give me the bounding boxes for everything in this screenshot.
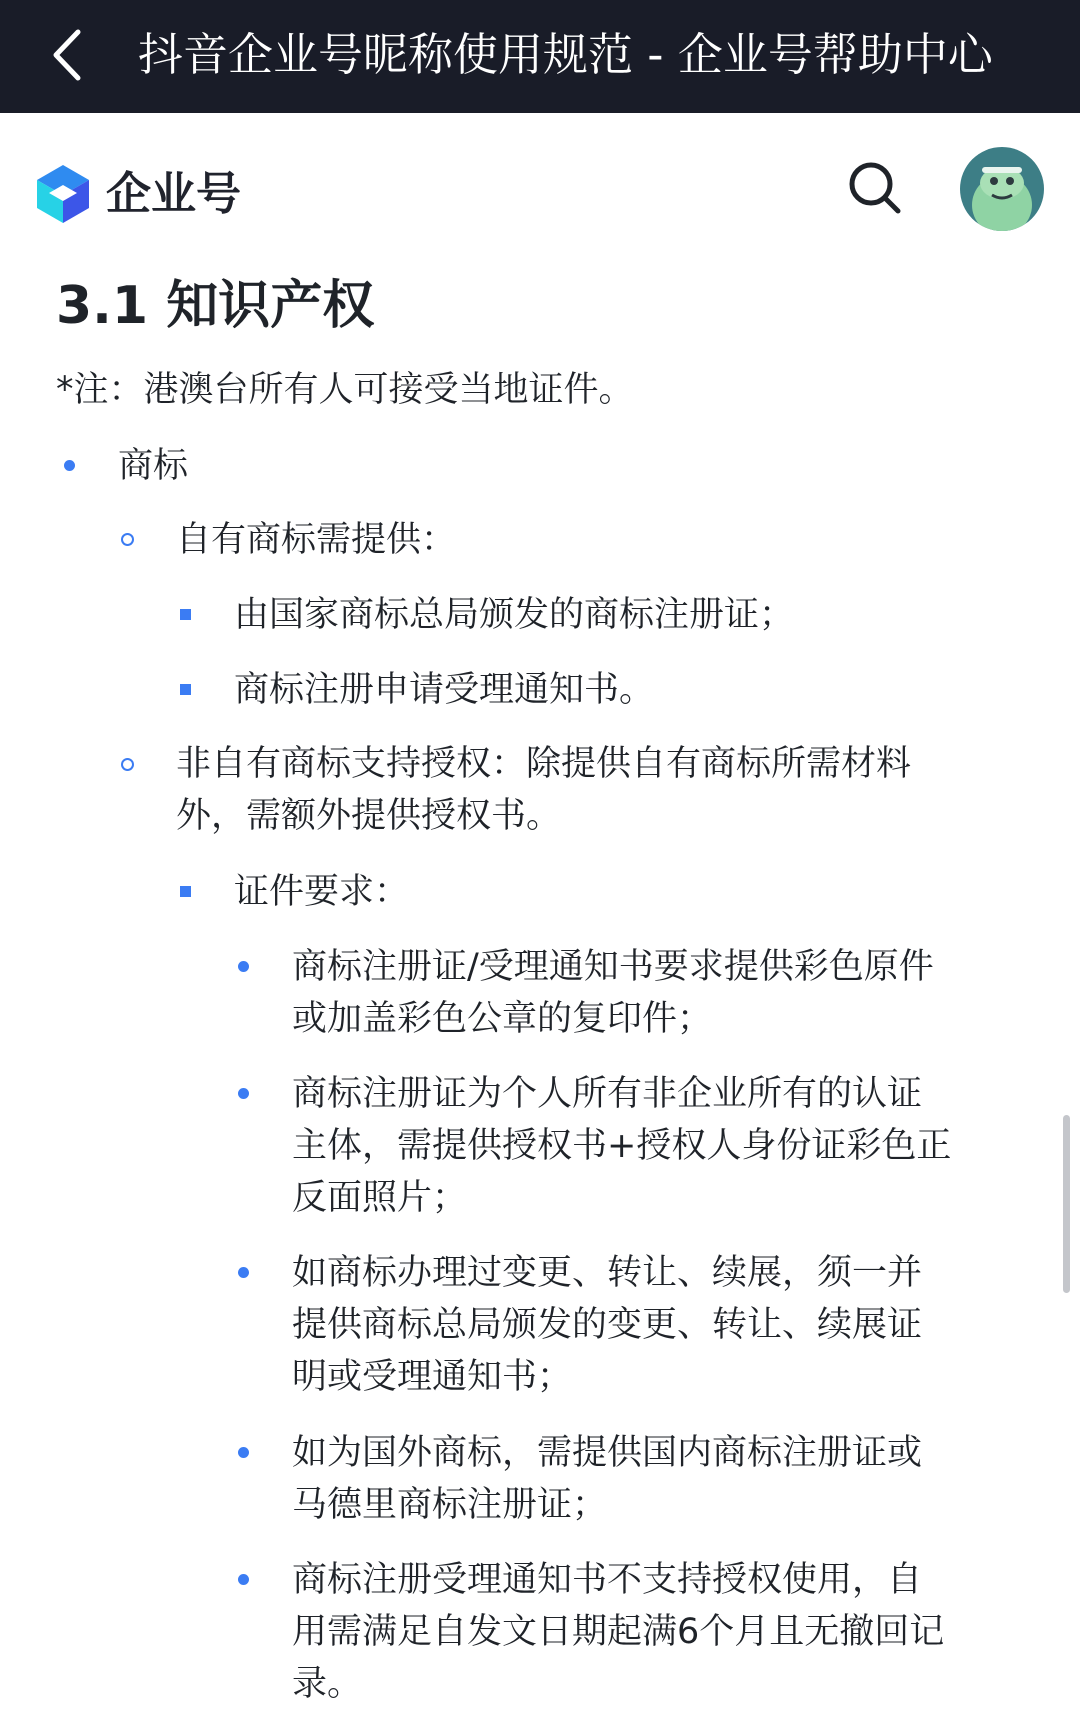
bullet-dot (238, 1267, 249, 1278)
back-button[interactable] (40, 22, 96, 88)
licensed-text-line: 非自有商标支持授权：除提供自有商标所需材料 (176, 744, 912, 784)
avatar-image (960, 147, 1044, 231)
bullet-square (180, 886, 191, 897)
section-title: 3.1 知识产权 (56, 276, 375, 336)
own-item-certificate: 由国家商标总局颁发的商标注册证； (234, 595, 795, 635)
bullet-dot (238, 1574, 249, 1585)
requirement-line: 主体，需提供授权书+授权人身份证彩色正 (292, 1126, 952, 1166)
bullet-square (180, 684, 191, 695)
bullet-dot (238, 961, 249, 972)
site-header (0, 113, 1080, 263)
bullet-dot (238, 1447, 249, 1458)
bullet-dot (64, 460, 75, 471)
requirement-line: 商标注册受理通知书不支持授权使用，自 (292, 1560, 923, 1600)
search-button[interactable] (845, 158, 905, 218)
bullet-ring (121, 758, 134, 771)
trademark-label: 商标 (118, 446, 189, 486)
requirement-line: 商标注册证为个人所有非企业所有的认证 (292, 1074, 923, 1114)
requirement-line: 如为国外商标，需提供国内商标注册证或 (292, 1433, 923, 1473)
page-title: 抖音企业号昵称使用规范 - 企业号帮助中心 (138, 28, 993, 81)
requirements-title: 证件要求： (234, 872, 410, 912)
requirement-line: 马德里商标注册证； (292, 1485, 608, 1525)
requirement-line: 明或受理通知书； (292, 1357, 573, 1397)
bullet-square (180, 609, 191, 620)
requirement-line: 录。 (292, 1664, 363, 1704)
own-item-notice: 商标注册申请受理通知书。 (234, 670, 655, 710)
logo-text: 企业号 (106, 167, 242, 220)
licensed-text-line: 外，需额外提供授权书。 (176, 796, 562, 836)
requirement-line: 用需满足自发文日期起满6个月且无撤回记 (292, 1612, 945, 1652)
own-trademark-title: 自有商标需提供： (176, 520, 457, 560)
top-bar (0, 0, 1080, 113)
requirement-line: 或加盖彩色公章的复印件； (292, 999, 713, 1039)
requirement-line: 如商标办理过变更、转让、续展，须一并 (292, 1253, 923, 1293)
note-text: *注：港澳台所有人可接受当地证件。 (56, 370, 634, 410)
requirement-line: 反面照片； (292, 1178, 468, 1218)
user-avatar[interactable] (960, 147, 1044, 231)
requirement-line: 提供商标总局颁发的变更、转让、续展证 (292, 1305, 923, 1345)
chevron-left-icon (40, 22, 96, 88)
scrollbar-thumb[interactable] (1063, 1115, 1070, 1293)
bullet-dot (238, 1088, 249, 1099)
requirement-line: 商标注册证/受理通知书要求提供彩色原件 (292, 947, 934, 987)
hexagon-cube-logo-icon (32, 163, 94, 225)
search-icon (845, 158, 905, 218)
bullet-ring (121, 533, 134, 546)
